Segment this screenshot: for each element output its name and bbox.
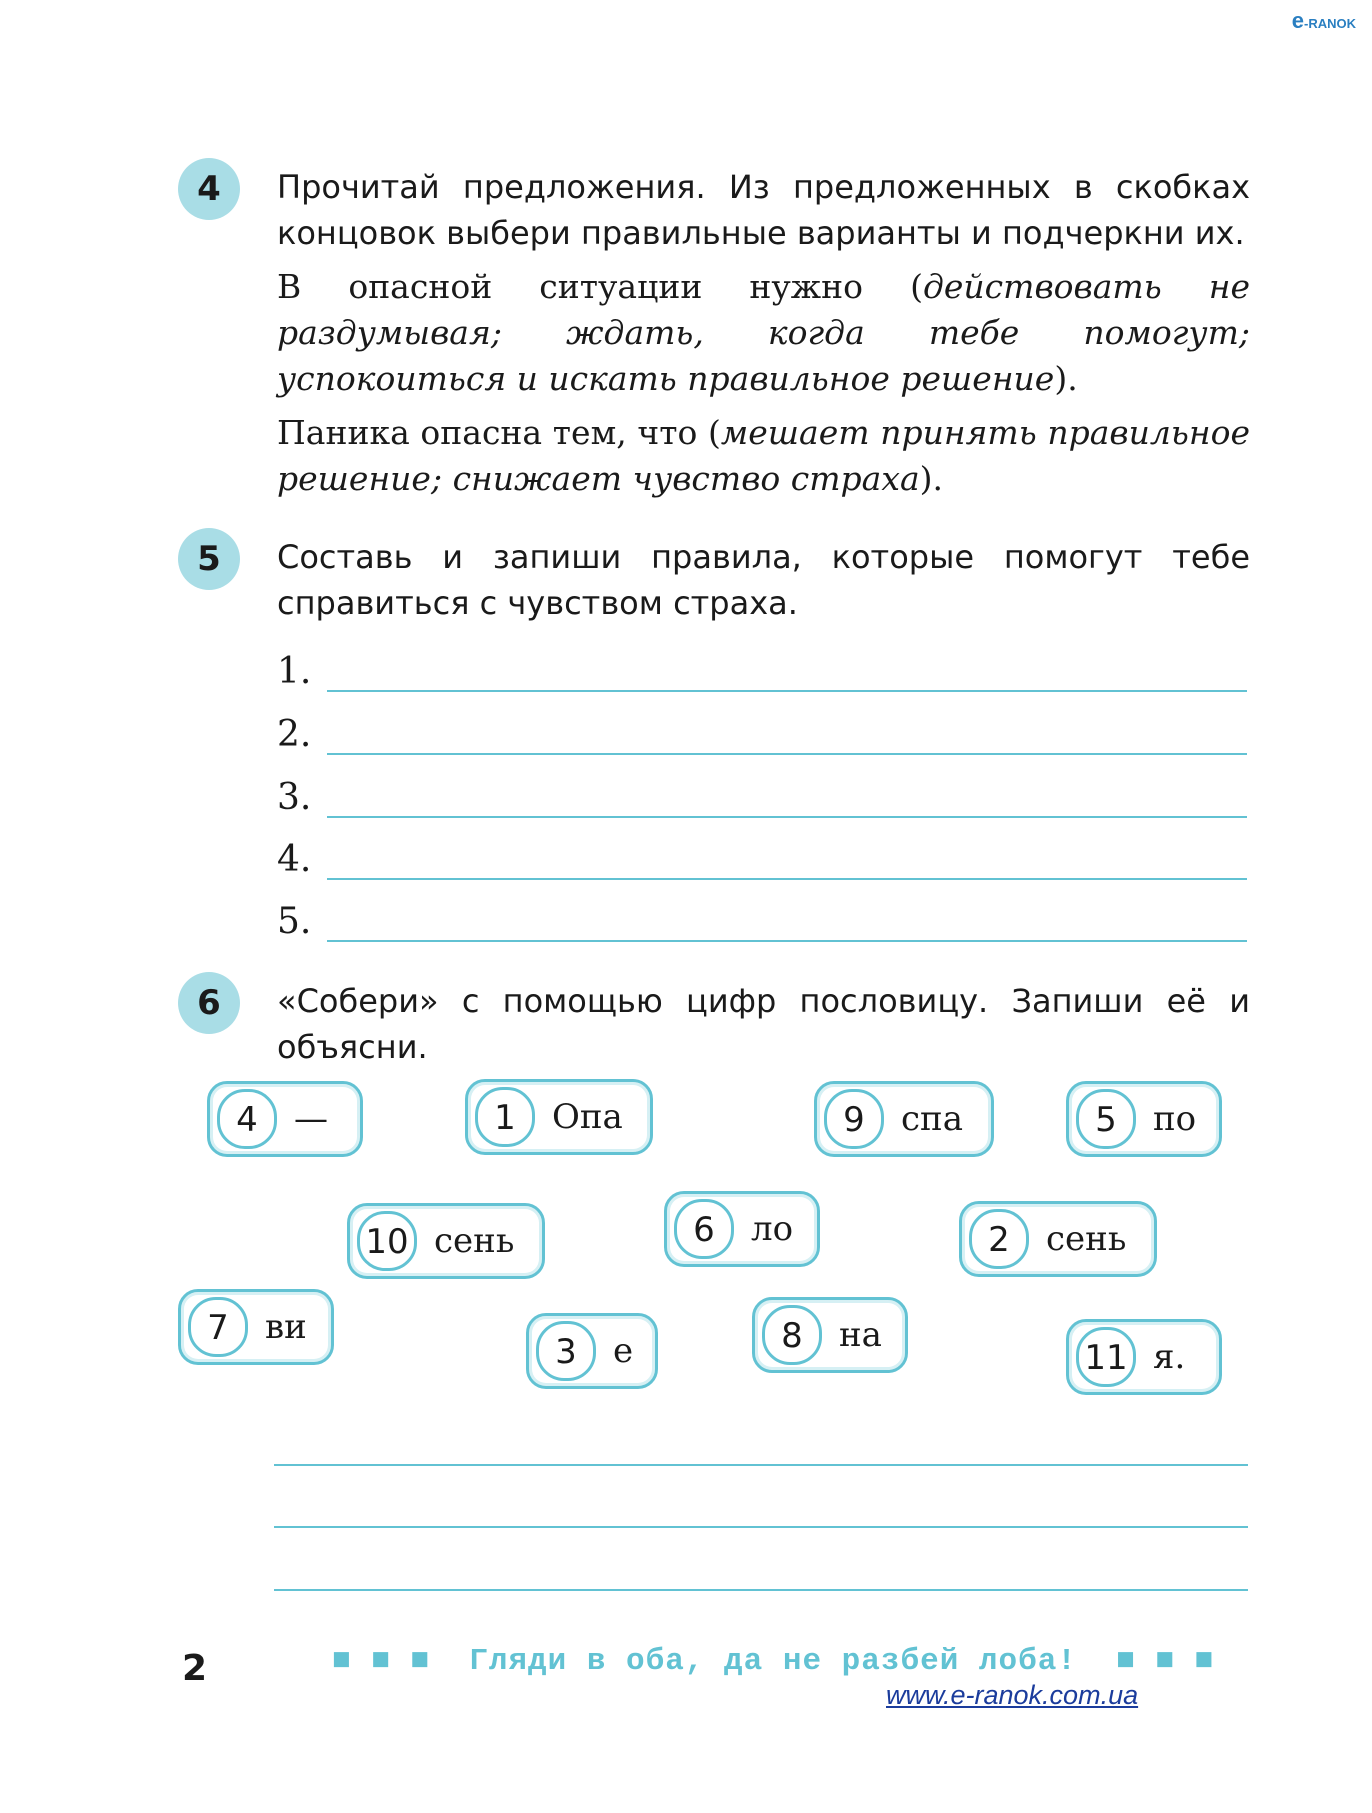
task-instruction: Составь и запиши правила, которые помогут тебе справиться с чувством страха. [277, 538, 1250, 622]
writing-line [327, 753, 1247, 755]
tile-syllable: Опа [552, 1097, 623, 1137]
syllable-tile[interactable] [465, 1079, 653, 1155]
publisher-logo: e-RANOK [1291, 8, 1356, 33]
tile-syllable: на [839, 1315, 882, 1355]
syllable-tile[interactable] [1066, 1319, 1222, 1395]
tile-number: 4 [217, 1089, 277, 1149]
writing-line [327, 940, 1247, 942]
sentence-1: В опасной ситуации нужно (действовать не раздумывая; ждать, когда тебе помогут; успокоиться и искать правильное решение). [277, 267, 1250, 398]
tile-number: 11 [1076, 1327, 1136, 1387]
tile-syllable: е [613, 1331, 634, 1371]
tile-number: 1 [475, 1087, 535, 1147]
syllable-tile[interactable] [752, 1297, 908, 1373]
tile-number: 9 [824, 1089, 884, 1149]
answer-line[interactable]: 4. [277, 818, 1247, 880]
answer-line[interactable]: 3. [277, 756, 1247, 818]
tile-number: 10 [357, 1211, 417, 1271]
footer-motto: ■ ■ ■ Гляди в оба, да не разбей лоба! ■ ■ ■ [332, 1644, 1215, 1679]
sentence-2: Паника опасна тем, что (мешает принять правильное решение; снижает чувство страха). [277, 413, 1250, 498]
answer-line[interactable]: 5. [277, 880, 1247, 942]
publisher-link[interactable]: www.e-ranok.com.ua [886, 1680, 1139, 1710]
tile-number: 2 [969, 1209, 1029, 1269]
task-number-badge: 5 [178, 528, 240, 590]
tile-syllable: спа [901, 1099, 963, 1139]
task-instruction: Прочитай предложения. Из предложенных в скобках концовок выбери правильные варианты и подчеркни их. [277, 168, 1250, 252]
answer-options[interactable]: мешает принять правильное решение; снижает чувство страха [277, 413, 1250, 498]
syllable-tile[interactable] [526, 1313, 658, 1389]
tile-number: 7 [188, 1297, 248, 1357]
tile-syllable: сень [1046, 1219, 1127, 1259]
writing-line [327, 690, 1247, 692]
tile-syllable: я. [1153, 1337, 1186, 1377]
tile-syllable: — [294, 1099, 328, 1139]
tile-number: 8 [762, 1305, 822, 1365]
tile-number: 6 [674, 1199, 734, 1259]
task-instruction: «Собери» с помощью цифр пословицу. Запиши её и объясни. [277, 982, 1250, 1066]
tile-syllable: по [1153, 1099, 1197, 1139]
tile-syllable: сень [434, 1221, 515, 1261]
syllable-tile[interactable] [1066, 1081, 1222, 1157]
writing-line[interactable] [274, 1526, 1248, 1528]
tile-number: 3 [536, 1321, 596, 1381]
writing-line[interactable] [274, 1464, 1248, 1466]
syllable-tile[interactable] [959, 1201, 1157, 1277]
syllable-tile[interactable] [664, 1191, 820, 1267]
task-number-badge: 6 [178, 972, 240, 1034]
answer-line[interactable]: 2. [277, 693, 1247, 755]
answer-line[interactable]: 1. [277, 630, 1247, 692]
syllable-tile[interactable] [207, 1081, 363, 1157]
tile-number: 5 [1076, 1089, 1136, 1149]
syllable-tile[interactable] [814, 1081, 994, 1157]
tile-syllable: ви [265, 1307, 307, 1347]
syllable-tile[interactable] [347, 1203, 545, 1279]
tile-syllable: ло [751, 1209, 794, 1249]
answer-options[interactable]: действовать не раздумывая; ждать, когда тебе помогут; успокоиться и искать правильное решение [277, 267, 1250, 398]
syllable-tile[interactable] [178, 1289, 334, 1365]
page-number: 2 [182, 1648, 208, 1689]
task-number-badge: 4 [178, 158, 240, 220]
writing-line[interactable] [274, 1589, 1248, 1591]
